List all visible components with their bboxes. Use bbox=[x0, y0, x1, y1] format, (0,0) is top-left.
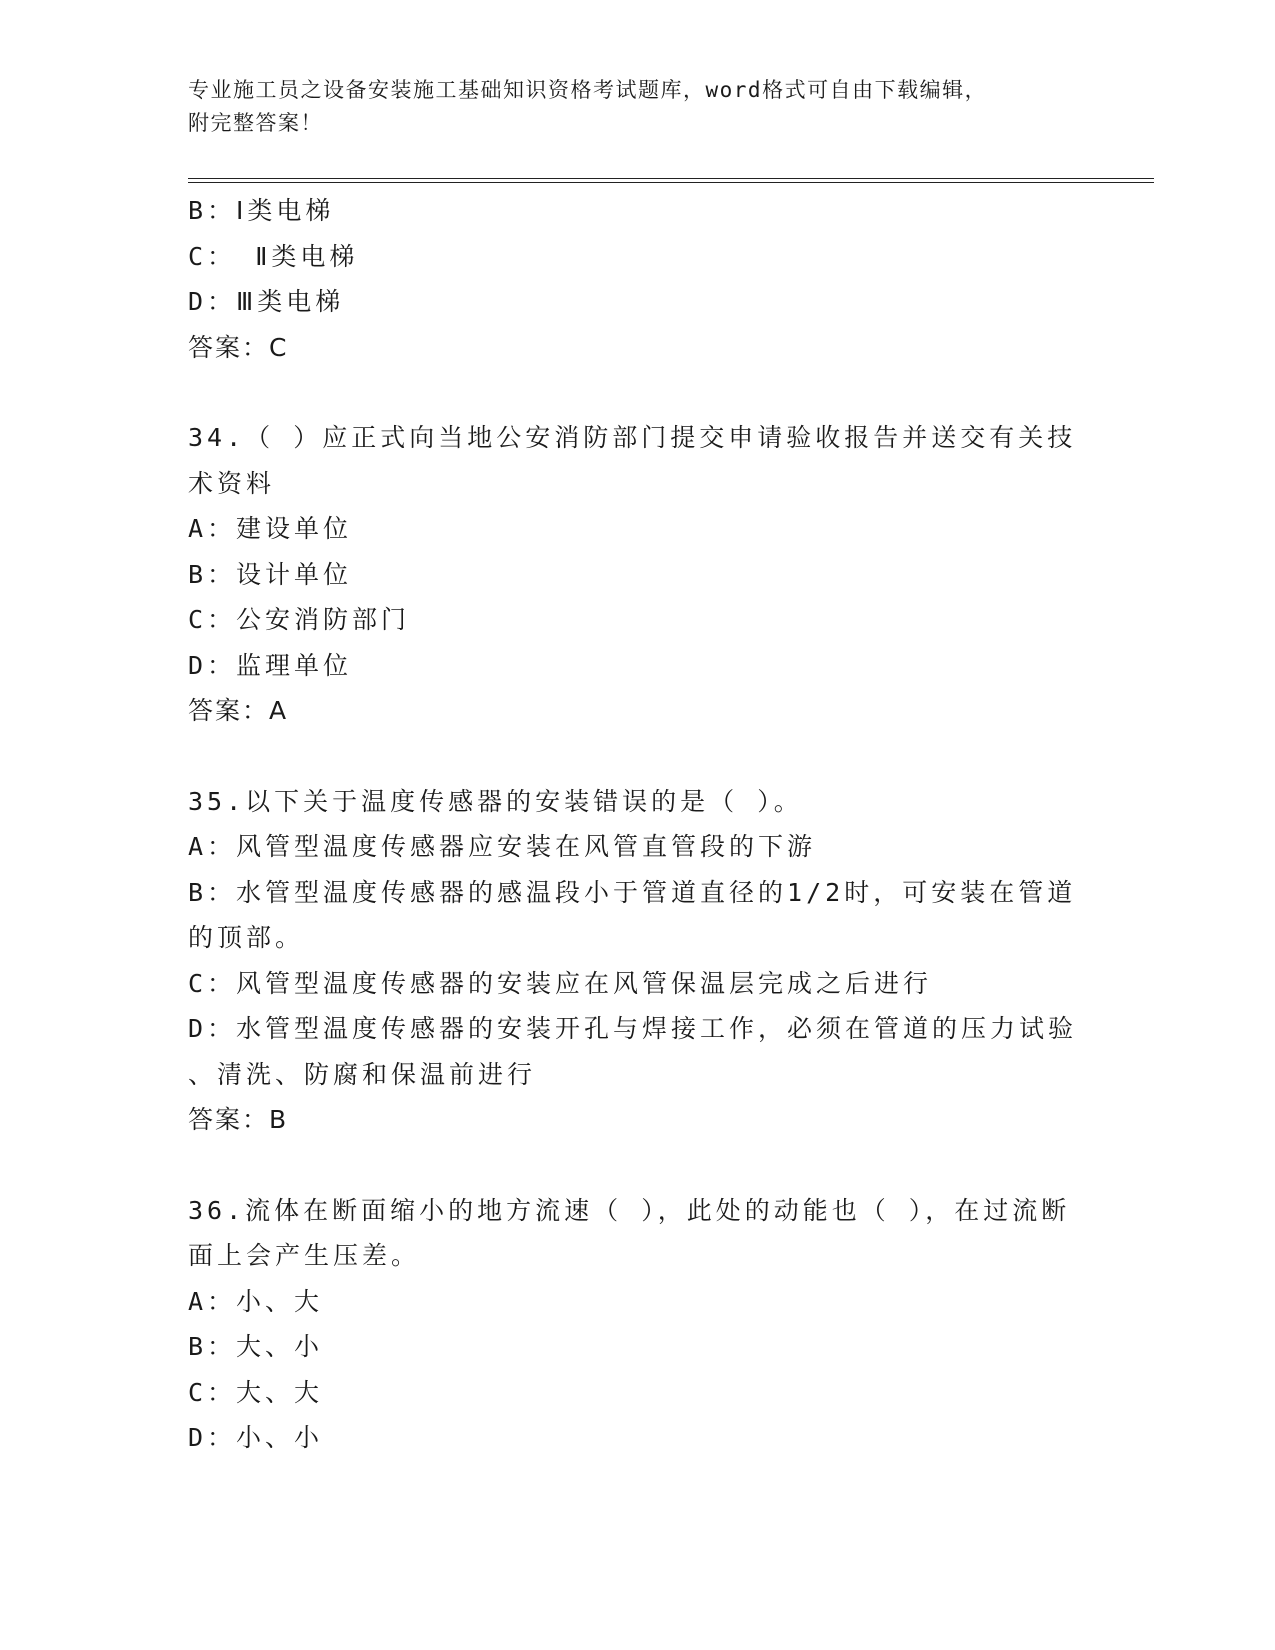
option-d-cont: 、清洗、防腐和保温前进行 bbox=[188, 1059, 537, 1089]
option-b: B：Ⅰ类电梯 bbox=[188, 196, 335, 225]
option-c: C：公安消防部门 bbox=[188, 605, 411, 634]
header-divider bbox=[188, 178, 1154, 183]
question-34 bbox=[188, 415, 1088, 734]
answer-line: 答案：C bbox=[188, 332, 289, 362]
question-35 bbox=[188, 779, 1088, 1143]
option-c: C：大、大 bbox=[188, 1377, 324, 1407]
spacer bbox=[188, 734, 1088, 779]
spacer bbox=[188, 1143, 1088, 1188]
question-stem: 34.（ ）应正式向当地公安消防部门提交申请验收报告并送交有关技 bbox=[188, 423, 1077, 452]
option-d: D：水管型温度传感器的安装开孔与焊接工作，必须在管道的压力试验 bbox=[188, 1014, 1078, 1043]
answer-line: 答案：A bbox=[188, 696, 289, 725]
option-b: B：设计单位 bbox=[188, 559, 353, 589]
option-a: A：小、大 bbox=[188, 1286, 324, 1316]
question-33-tail bbox=[188, 188, 1088, 370]
header-line-1: 专业施工员之设备安装施工基础知识资格考试题库，word格式可自由下载编辑， bbox=[188, 78, 988, 102]
option-a: A：风管型温度传感器应安装在风管直管段的下游 bbox=[188, 832, 817, 861]
page-header bbox=[188, 74, 1068, 140]
option-d: D：Ⅲ类电梯 bbox=[188, 287, 345, 316]
option-d: D：小、小 bbox=[188, 1423, 324, 1452]
option-c: C：风管型温度传感器的安装应在风管保温层完成之后进行 bbox=[188, 968, 933, 998]
option-b: B：水管型温度传感器的感温段小于管道直径的1/2时，可安装在管道 bbox=[188, 877, 1077, 907]
option-c: C： Ⅱ类电梯 bbox=[188, 241, 359, 271]
option-b: B：大、小 bbox=[188, 1332, 324, 1361]
question-stem-cont: 术资料 bbox=[188, 468, 276, 498]
question-stem: 36.流体在断面缩小的地方流速（ ），此处的动能也（ ），在过流断 bbox=[188, 1195, 1071, 1225]
answer-line: 答案：B bbox=[188, 1105, 289, 1134]
option-a: A：建设单位 bbox=[188, 514, 353, 543]
option-d: D：监理单位 bbox=[188, 650, 353, 680]
question-stem-cont: 面上会产生压差。 bbox=[188, 1241, 421, 1270]
header-line-2: 附完整答案！ bbox=[188, 111, 323, 135]
question-content bbox=[188, 188, 1088, 1461]
question-36 bbox=[188, 1188, 1088, 1461]
spacer bbox=[188, 370, 1088, 415]
question-stem: 35.以下关于温度传感器的安装错误的是（ ）。 bbox=[188, 786, 803, 816]
option-b-cont: 的顶部。 bbox=[188, 923, 305, 952]
